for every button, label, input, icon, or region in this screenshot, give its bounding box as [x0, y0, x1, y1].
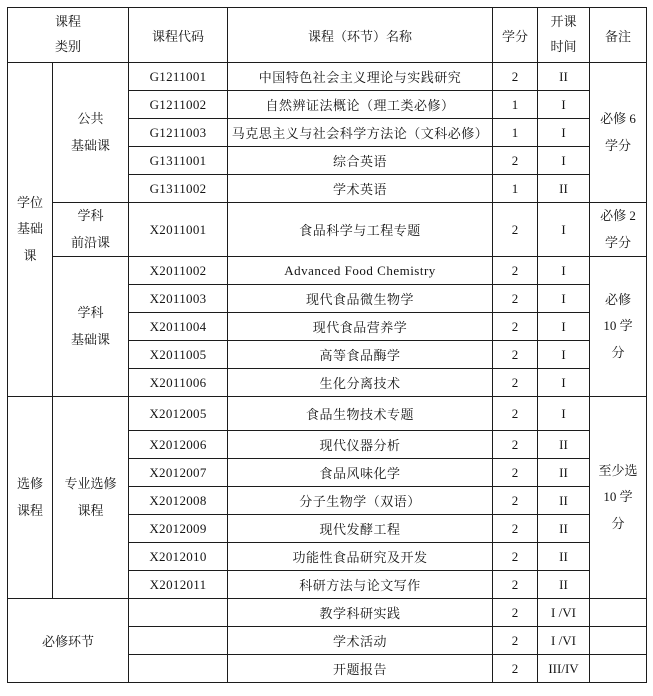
group-elective: 选修 课程	[8, 397, 53, 599]
course-credits: 2	[493, 63, 538, 91]
course-name: 现代食品微生物学	[228, 285, 493, 313]
course-credits: 2	[493, 459, 538, 487]
group-frontier: 学科 前沿课	[53, 203, 129, 257]
course-code: X2011002	[129, 257, 228, 285]
course-code: X2011003	[129, 285, 228, 313]
note-empty	[590, 627, 647, 655]
course-credits: 2	[493, 487, 538, 515]
course-name: 自然辨证法概论（理工类必修）	[228, 91, 493, 119]
course-code: G1311001	[129, 147, 228, 175]
group-major-elective: 专业选修 课程	[53, 397, 129, 599]
course-code: X2012006	[129, 431, 228, 459]
note-elective: 至少选 10 学 分	[590, 397, 647, 599]
course-code-empty	[129, 599, 228, 627]
course-code: G1311002	[129, 175, 228, 203]
course-name: 综合英语	[228, 147, 493, 175]
course-name: 开题报告	[228, 655, 493, 683]
course-credits: 2	[493, 257, 538, 285]
course-credits: 2	[493, 431, 538, 459]
header-code: 课程代码	[129, 8, 228, 63]
course-time: II	[538, 431, 590, 459]
table-header-row	[8, 8, 647, 63]
course-code: X2012010	[129, 543, 228, 571]
course-time: I	[538, 257, 590, 285]
course-time: I	[538, 203, 590, 257]
course-name: 分子生物学（双语）	[228, 487, 493, 515]
course-row	[8, 63, 647, 91]
course-code: X2011006	[129, 369, 228, 397]
course-plan-table	[7, 7, 647, 683]
course-code: G1211002	[129, 91, 228, 119]
course-code: X2011005	[129, 341, 228, 369]
course-time: I	[538, 369, 590, 397]
course-code: X2011004	[129, 313, 228, 341]
note-frontier: 必修 2 学分	[590, 203, 647, 257]
course-time: II	[538, 459, 590, 487]
course-credits: 1	[493, 175, 538, 203]
course-credits: 2	[493, 515, 538, 543]
course-row	[8, 257, 647, 285]
course-code: X2012005	[129, 397, 228, 431]
course-name: 食品科学与工程专题	[228, 203, 493, 257]
course-row	[8, 599, 647, 627]
course-time: I	[538, 285, 590, 313]
course-name: 现代发酵工程	[228, 515, 493, 543]
course-row	[8, 397, 647, 431]
course-credits: 2	[493, 203, 538, 257]
group-required-steps: 必修环节	[8, 599, 129, 683]
course-credits: 2	[493, 341, 538, 369]
course-name: 食品生物技术专题	[228, 397, 493, 431]
course-code: X2011001	[129, 203, 228, 257]
course-name: 现代仪器分析	[228, 431, 493, 459]
course-credits: 2	[493, 571, 538, 599]
group-public-basic: 公共 基础课	[53, 63, 129, 203]
header-note: 备注	[590, 8, 647, 63]
course-credits: 2	[493, 627, 538, 655]
course-credits: 2	[493, 397, 538, 431]
course-time: II	[538, 515, 590, 543]
course-code: X2012011	[129, 571, 228, 599]
course-name: 马克思主义与社会科学方法论（文科必修）	[228, 119, 493, 147]
header-credits: 学分	[493, 8, 538, 63]
course-name: 功能性食品研究及开发	[228, 543, 493, 571]
course-credits: 2	[493, 369, 538, 397]
course-name: 生化分离技术	[228, 369, 493, 397]
course-name: 高等食品酶学	[228, 341, 493, 369]
course-credits: 2	[493, 543, 538, 571]
course-credits: 2	[493, 147, 538, 175]
course-code: G1211001	[129, 63, 228, 91]
course-time: II	[538, 571, 590, 599]
course-name: 现代食品营养学	[228, 313, 493, 341]
course-time: I /VI	[538, 599, 590, 627]
course-name: Advanced Food Chemistry	[228, 257, 493, 285]
course-row	[8, 203, 647, 257]
course-credits: 1	[493, 119, 538, 147]
note-empty	[590, 655, 647, 683]
course-time: I	[538, 313, 590, 341]
course-name: 学术英语	[228, 175, 493, 203]
course-time: II	[538, 487, 590, 515]
course-code: G1211003	[129, 119, 228, 147]
note-public: 必修 6 学分	[590, 63, 647, 203]
course-time: I /VI	[538, 627, 590, 655]
course-time: II	[538, 175, 590, 203]
course-name: 教学科研实践	[228, 599, 493, 627]
course-credits: 2	[493, 313, 538, 341]
course-time: I	[538, 397, 590, 431]
course-time: I	[538, 147, 590, 175]
course-credits: 1	[493, 91, 538, 119]
course-time: II	[538, 543, 590, 571]
course-name: 科研方法与论文写作	[228, 571, 493, 599]
course-name: 食品风味化学	[228, 459, 493, 487]
group-degree-basic: 学位 基础 课	[8, 63, 53, 397]
course-name: 中国特色社会主义理论与实践研究	[228, 63, 493, 91]
course-name: 学术活动	[228, 627, 493, 655]
group-subject-basic: 学科 基础课	[53, 257, 129, 397]
note-empty	[590, 599, 647, 627]
course-time: I	[538, 91, 590, 119]
course-code: X2012008	[129, 487, 228, 515]
header-time: 开课 时间	[538, 8, 590, 63]
course-code-empty	[129, 627, 228, 655]
course-time: I	[538, 119, 590, 147]
header-category: 课程 类别	[8, 8, 129, 63]
course-time: II	[538, 63, 590, 91]
note-subject: 必修 10 学 分	[590, 257, 647, 397]
course-code: X2012009	[129, 515, 228, 543]
course-code-empty	[129, 655, 228, 683]
course-credits: 2	[493, 599, 538, 627]
course-credits: 2	[493, 285, 538, 313]
course-code: X2012007	[129, 459, 228, 487]
course-credits: 2	[493, 655, 538, 683]
course-time: I	[538, 341, 590, 369]
header-name: 课程（环节）名称	[228, 8, 493, 63]
course-time: III/IV	[538, 655, 590, 683]
